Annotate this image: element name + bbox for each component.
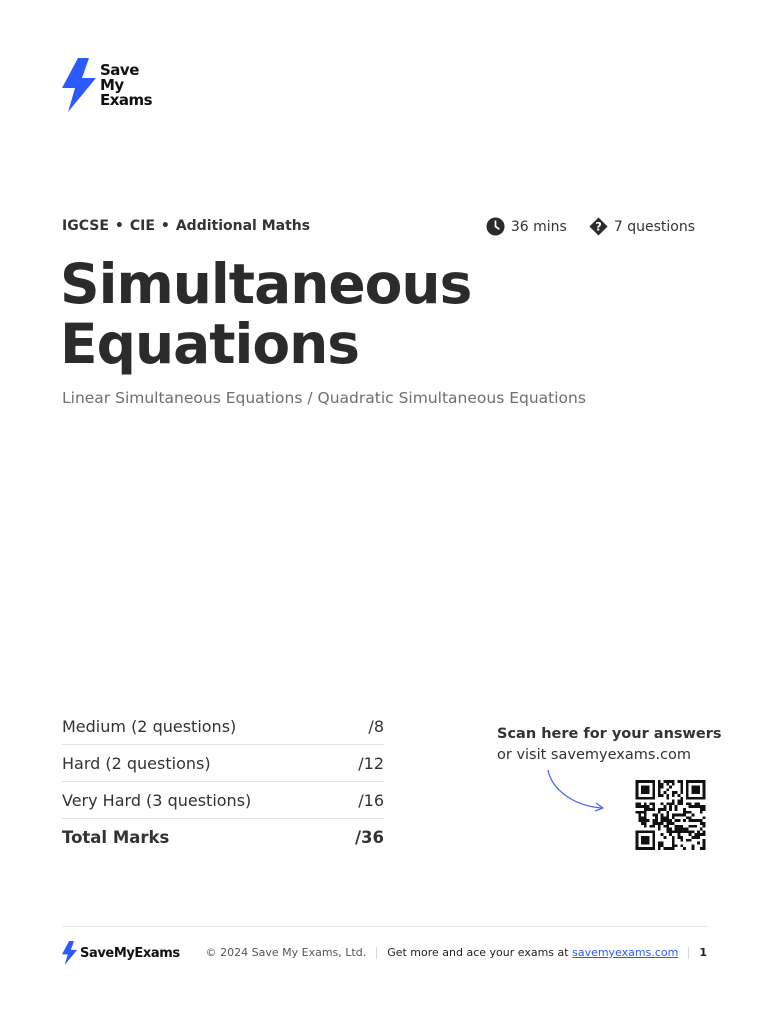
marks-label: Very Hard (3 questions) (62, 790, 252, 810)
course-breadcrumb (62, 218, 310, 234)
logo-line-1: Save (100, 60, 139, 79)
clock-icon (486, 217, 505, 236)
board-label: CIE (129, 218, 155, 234)
marks-value: /8 (368, 716, 384, 736)
logo-line-2: My (100, 75, 124, 94)
duration-info (486, 217, 567, 236)
brand-logo-text (100, 60, 153, 109)
footer-cta-text: Get more and ace your exams at (387, 946, 569, 959)
marks-row-very-hard (62, 782, 384, 819)
copyright-text: © 2024 Save My Exams, Ltd. (205, 946, 367, 959)
total-label: Total Marks (62, 827, 170, 847)
marks-row-medium (62, 708, 384, 745)
marks-table (62, 708, 384, 855)
question-count-info (589, 217, 695, 236)
title-line-2: Equations (60, 312, 360, 376)
exam-info (486, 217, 695, 236)
marks-label: Medium (2 questions) (62, 716, 237, 736)
logo-line-3: Exams (100, 90, 153, 109)
marks-row-hard (62, 745, 384, 782)
subject-label: Additional Maths (175, 218, 311, 234)
lightning-bolt-icon (62, 58, 98, 112)
marks-value: /16 (358, 790, 384, 810)
brand-logo (62, 58, 152, 112)
marks-row-total (62, 819, 384, 855)
answers-prompt (497, 724, 722, 766)
topic-subtitle: Linear Simultaneous Equations / Quadratic Simultaneous Equations (62, 389, 586, 407)
savemyexams-link[interactable]: savemyexams.com (572, 946, 679, 959)
footer-info (206, 946, 707, 959)
footer-separator (376, 947, 377, 959)
page-number: 1 (699, 946, 707, 959)
title-line-1: Simultaneous (60, 252, 472, 316)
curved-arrow-icon (544, 768, 608, 814)
svg-text:?: ? (595, 219, 602, 234)
breadcrumb-separator: • (160, 218, 170, 234)
level-label: IGCSE (62, 218, 109, 234)
marks-label: Hard (2 questions) (62, 753, 211, 773)
question-count-text: 7 questions (613, 218, 695, 235)
scan-subtext: or visit savemyexams.com (497, 747, 691, 763)
lightning-bolt-icon (62, 940, 78, 966)
question-icon (589, 217, 608, 236)
footer-brand-logo (62, 940, 180, 966)
breadcrumb-separator: • (114, 218, 124, 234)
footer-separator (688, 947, 689, 959)
footer-brand-name: SaveMyExams (80, 945, 180, 961)
marks-value: /12 (358, 753, 384, 773)
total-value: /36 (355, 827, 384, 847)
qr-code-icon[interactable] (634, 780, 707, 850)
duration-text: 36 mins (510, 218, 567, 235)
scan-heading: Scan here for your answers (497, 726, 722, 742)
footer-divider (62, 926, 708, 927)
page-title (60, 254, 620, 374)
